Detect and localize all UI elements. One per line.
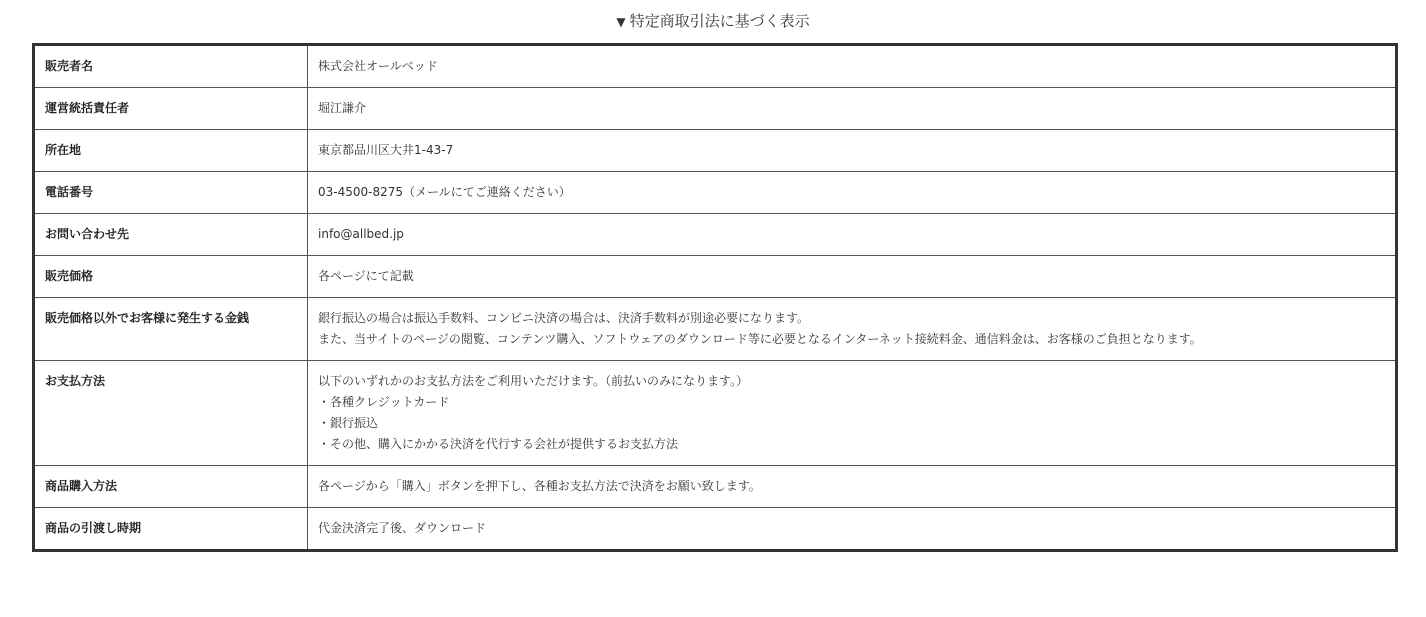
- row-value: [308, 214, 1397, 256]
- triangle-down-icon: ▼: [616, 15, 626, 29]
- table-row: [34, 361, 1397, 466]
- row-value: [308, 256, 1397, 298]
- page-title: [0, 11, 1426, 32]
- commerce-law-table-body: [34, 45, 1397, 551]
- table-row: [34, 298, 1397, 361]
- row-label: 電話番号: [34, 172, 308, 214]
- row-value: [308, 88, 1397, 130]
- row-value: [308, 172, 1397, 214]
- row-value: [308, 45, 1397, 88]
- row-label: お問い合わせ先: [34, 214, 308, 256]
- row-value-line: 各ページにて記載: [318, 269, 414, 283]
- row-label: 販売者名: [34, 45, 308, 88]
- row-value: [308, 508, 1397, 551]
- table-row: [34, 214, 1397, 256]
- row-value-line: 銀行振込の場合は振込手数料、コンビニ決済の場合は、決済手数料が別途必要になります。: [318, 311, 810, 325]
- contact-email-link[interactable]: info@allbed.jp: [318, 227, 404, 241]
- row-value-line: 各ページから「購入」ボタンを押下し、各種お支払方法で決済をお願い致します。: [318, 479, 761, 493]
- row-value: [308, 130, 1397, 172]
- row-value-line: また、当サイトのページの閲覧、コンテンツ購入、ソフトウェアのダウンロード等に必要となるインターネット接続料金、通信料金は、お客様のご負担となります。: [318, 332, 1202, 346]
- row-value-line: 株式会社オールベッド: [318, 59, 438, 73]
- row-label: 商品購入方法: [34, 466, 308, 508]
- table-row: [34, 508, 1397, 551]
- row-value-line: ・その他、購入にかかる決済を代行する会社が提供するお支払方法: [318, 437, 679, 451]
- row-value-line: ・銀行振込: [318, 416, 379, 430]
- row-value: [308, 298, 1397, 361]
- row-value-line: ・各種クレジットカード: [318, 395, 450, 409]
- commerce-law-table: [32, 43, 1398, 552]
- table-row: [34, 88, 1397, 130]
- row-label: 商品の引渡し時期: [34, 508, 308, 551]
- row-label: 運営統括責任者: [34, 88, 308, 130]
- table-row: [34, 45, 1397, 88]
- row-label: お支払方法: [34, 361, 308, 466]
- row-value: [308, 466, 1397, 508]
- table-row: [34, 172, 1397, 214]
- row-value-line: 以下のいずれかのお支払方法をご利用いただけます。（前払いのみになります。）: [318, 374, 749, 388]
- table-row: [34, 466, 1397, 508]
- table-row: [34, 256, 1397, 298]
- row-label: 所在地: [34, 130, 308, 172]
- row-label: 販売価格以外でお客様に発生する金銭: [34, 298, 308, 361]
- row-value: [308, 361, 1397, 466]
- row-label: 販売価格: [34, 256, 308, 298]
- row-value-line: 東京都品川区大井1-43-7: [318, 143, 454, 157]
- table-row: [34, 130, 1397, 172]
- row-value-line: 代金決済完了後、ダウンロード: [318, 521, 487, 535]
- row-value-line: 堀江謙介: [318, 101, 367, 115]
- page-title-text: 特定商取引法に基づく表示: [629, 12, 810, 30]
- row-value-line: 03-4500-8275（メールにてご連絡ください）: [318, 185, 571, 199]
